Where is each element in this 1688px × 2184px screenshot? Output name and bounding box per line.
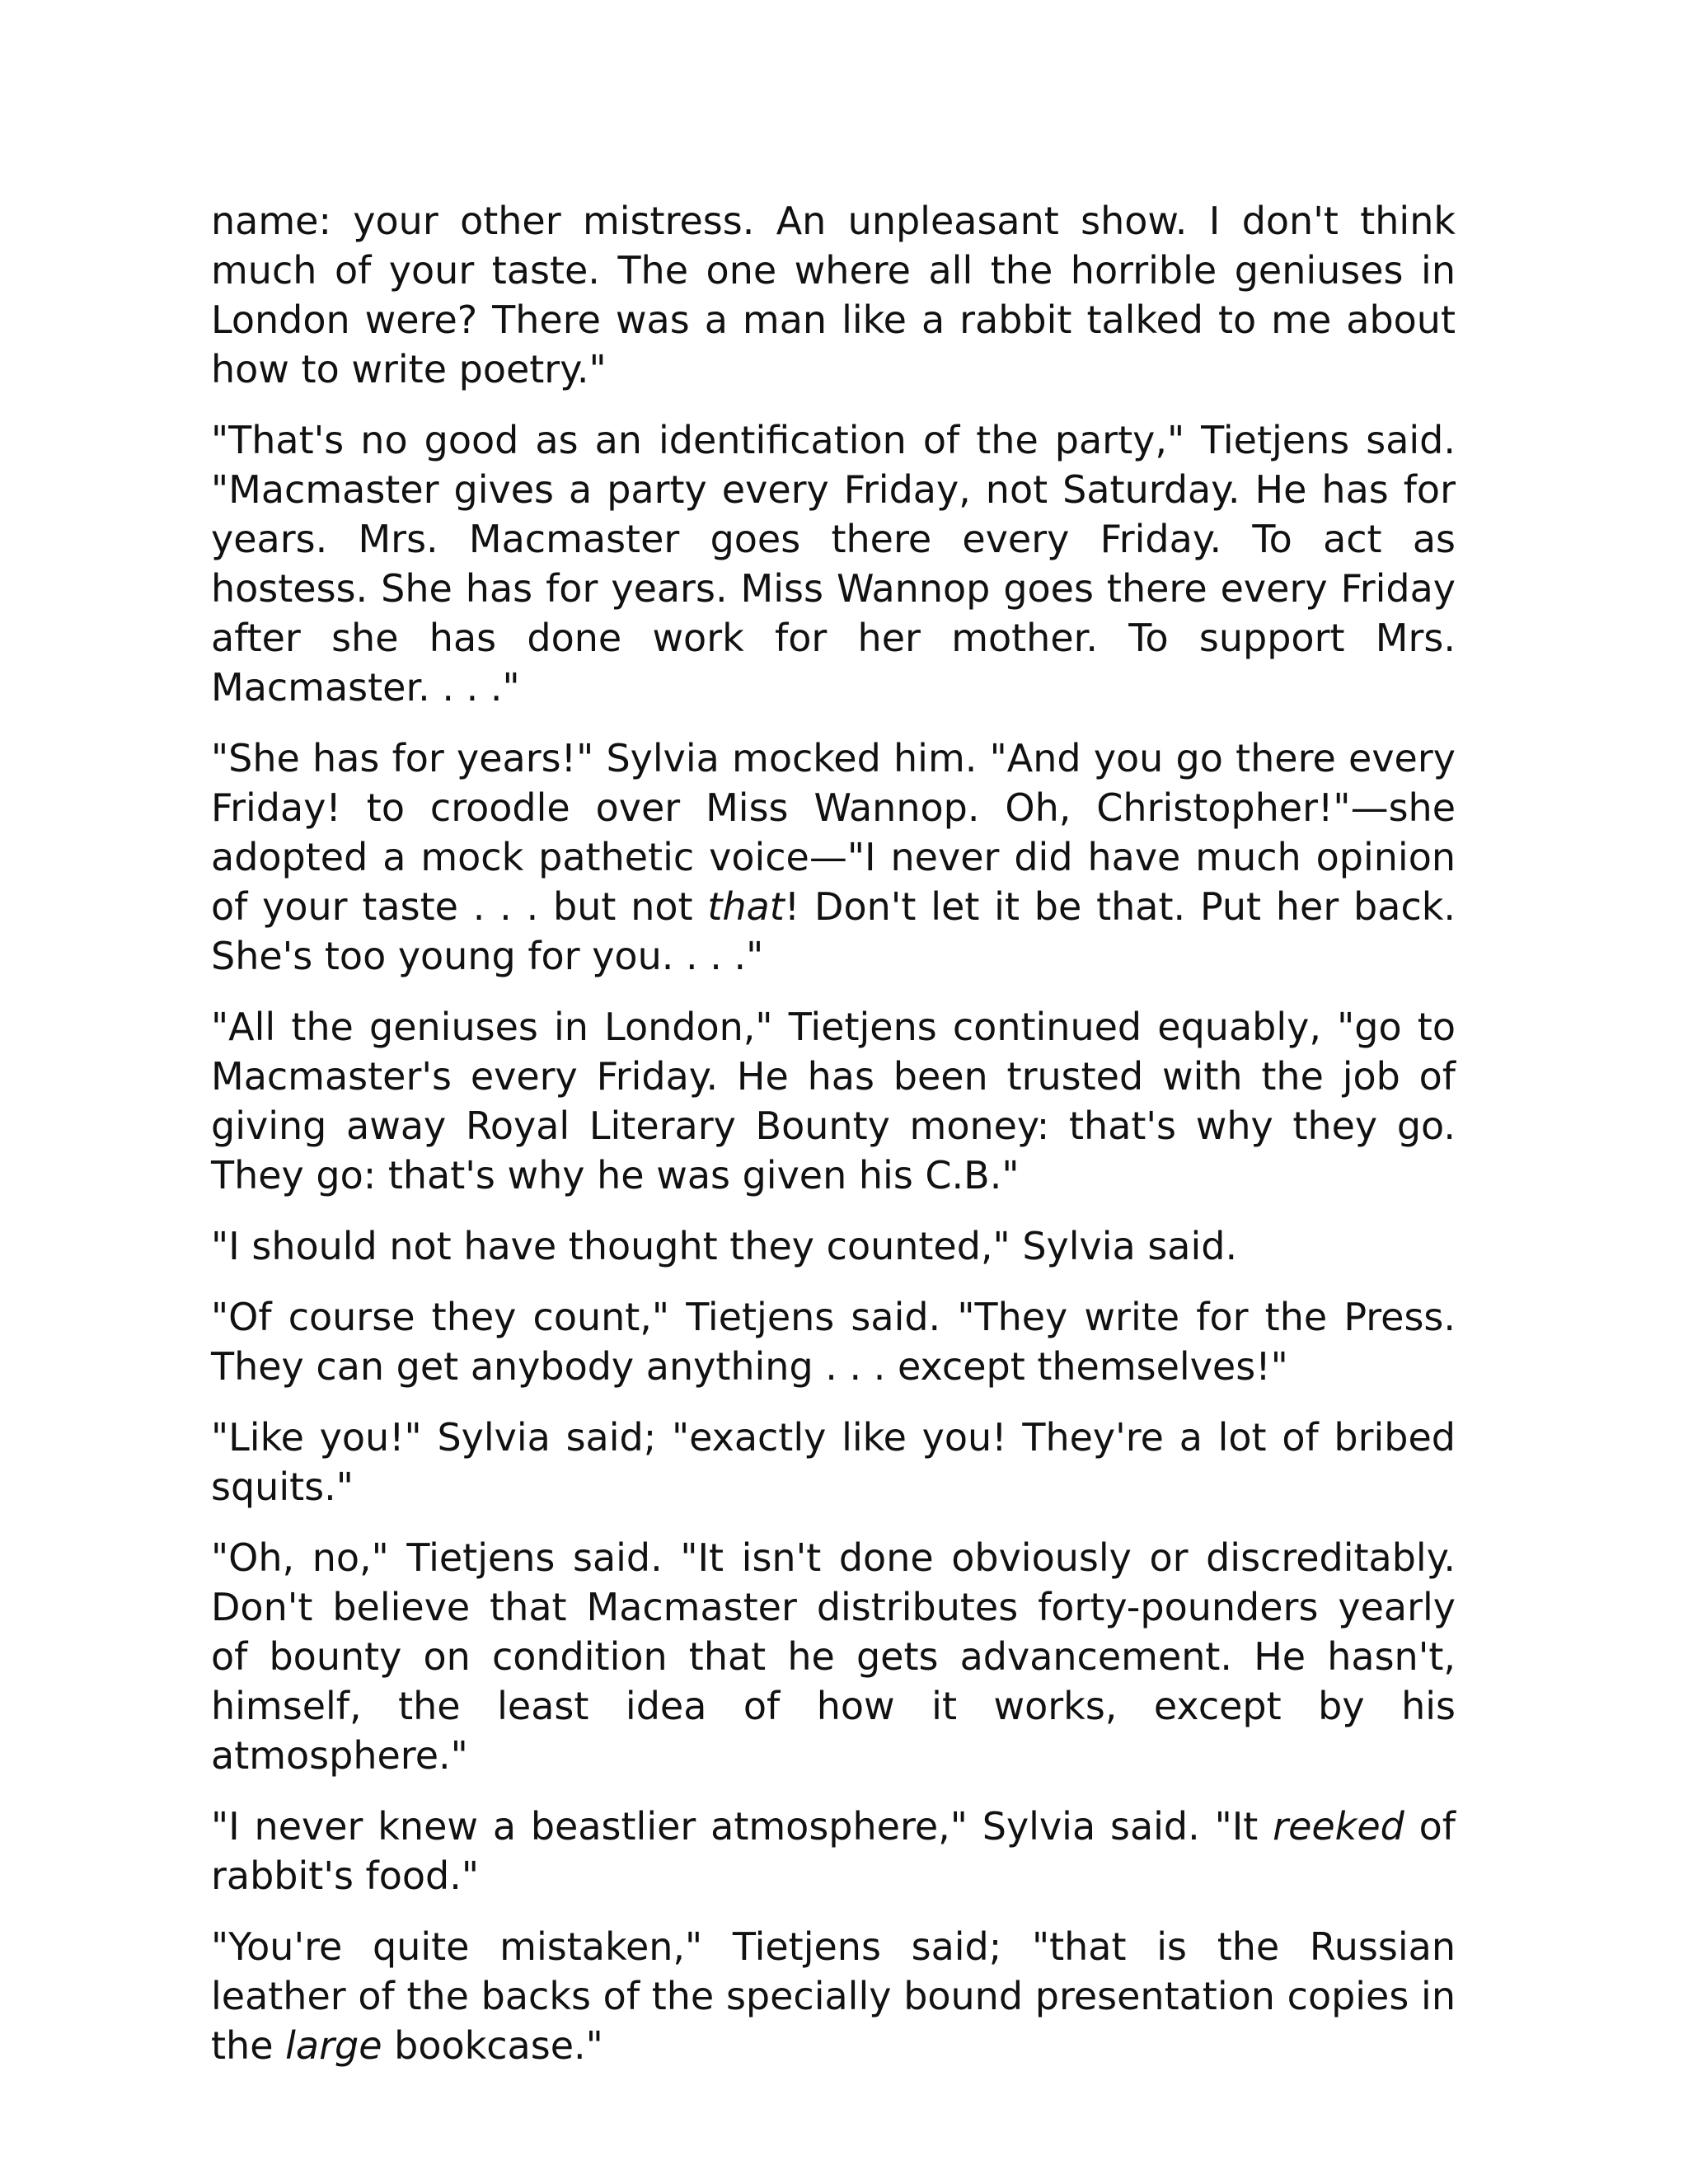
paragraph-4: [211, 1002, 1456, 1200]
paragraph-5: [211, 1221, 1456, 1271]
paragraph-text: "She has for years!" Sylvia mocked him. "And you go there every Friday! to croodle over Miss Wannop. Oh, Christopher!"—she adopted a mock pathetic voice—"I never did have much opinion of your taste . . . but not: [211, 736, 1456, 929]
emphasis-text: large: [285, 2023, 382, 2068]
paragraph-text: bookcase.": [382, 2023, 603, 2068]
paragraph-2: [211, 415, 1456, 712]
emphasis-text: reeked: [1273, 1804, 1404, 1849]
paragraph-7: [211, 1413, 1456, 1511]
paragraph-8: [211, 1533, 1456, 1780]
paragraph-text: "Of course they count," Tietjens said. "They write for the Press. They can get anybody anything . . . except themselves!": [211, 1295, 1456, 1389]
paragraph-text: of rabbit's food.": [211, 1804, 1456, 1898]
paragraph-text: "Oh, no," Tietjens said. "It isn't done obviously or discreditably. Don't believe that Macmaster distributes forty-pounders yearly of bounty on condition that he gets advancement. He hasn't, himself, the least idea of how it works, except by his atmosphere.": [211, 1535, 1456, 1778]
paragraph-text: name: your other mistress. An unpleasant show. I don't think much of your taste. The one where all the horrible geniuses in London were? There was a man like a rabbit talked to me about how to write poetry.": [211, 199, 1456, 391]
paragraph-text: "All the geniuses in London," Tietjens continued equably, "go to Macmaster's every Friday. He has been trusted with the job of giving away Royal Literary Bounty money: that's why they go. They go: that's why he was given his C.B.": [211, 1005, 1456, 1197]
paragraph-text: "That's no good as an identification of the party," Tietjens said. "Macmaster gives a party every Friday, not Saturday. He has for years. Mrs. Macmaster goes there every Friday. To act as hostess. She has for years. Miss Wannop goes there every Friday after she has done work for her mother. To support Mrs. Macmaster. . . .": [211, 418, 1456, 710]
paragraph-9: [211, 1802, 1456, 1900]
paragraph-3: [211, 733, 1456, 981]
paragraph-1: [211, 196, 1456, 394]
paragraph-text: "I should not have thought they counted," Sylvia said.: [211, 1224, 1238, 1268]
page-body: [211, 196, 1456, 2092]
paragraph-text: ! Don't let it be that. Put her back. She's too young for you. . . .": [211, 884, 1456, 978]
paragraph-text: "You're quite mistaken," Tietjens said; "that is the Russian leather of the backs of the specially bound presentation copies in the: [211, 1924, 1456, 2068]
paragraph-text: "Like you!" Sylvia said; "exactly like you! They're a lot of bribed squits.": [211, 1415, 1456, 1509]
paragraph-text: "I never knew a beastlier atmosphere," Sylvia said. "It: [211, 1804, 1273, 1849]
paragraph-6: [211, 1292, 1456, 1391]
emphasis-text: that: [707, 884, 785, 929]
paragraph-10: [211, 1922, 1456, 2070]
